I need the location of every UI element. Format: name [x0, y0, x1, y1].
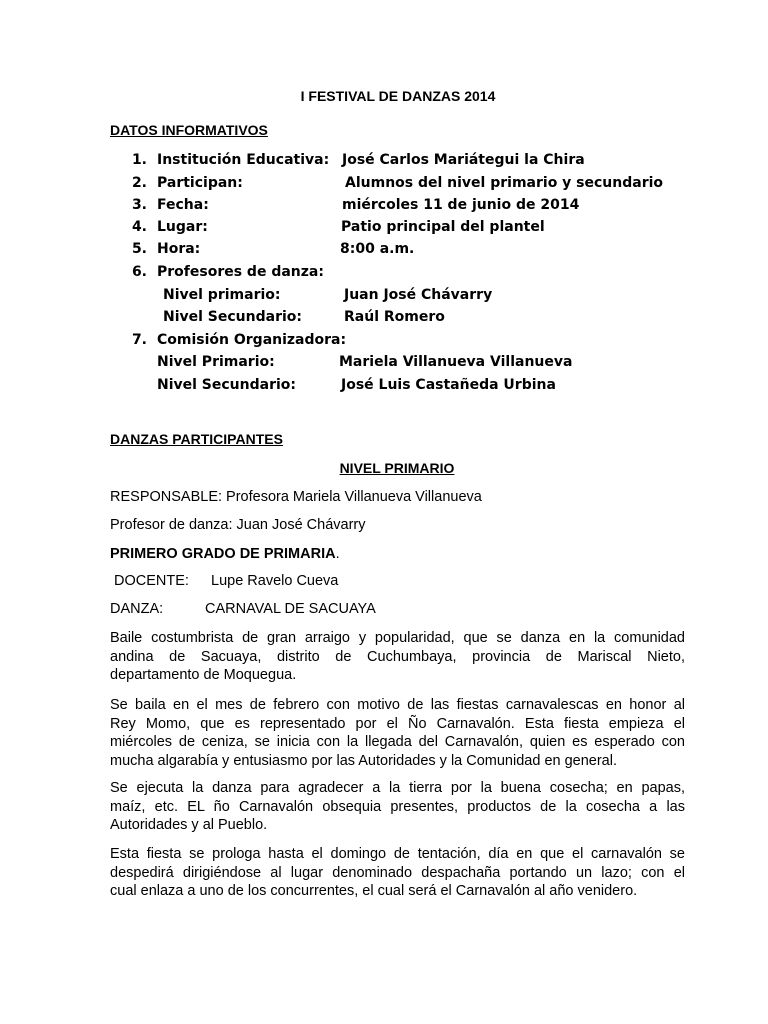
datos-item-value: Raúl Romero — [344, 309, 445, 325]
datos-item-6a — [0, 287, 768, 307]
datos-item-label: Comisión Organizadora: — [157, 332, 347, 348]
datos-item-label: Participan: — [157, 175, 243, 191]
datos-item-value: Patio principal del plantel — [341, 219, 545, 235]
datos-item-label: Nivel Secundario: — [163, 309, 303, 325]
datos-item-label: Fecha: — [157, 197, 209, 213]
datos-item-4: 4. Lugar: Patio principal del plantel — [131, 219, 545, 235]
datos-item-value: José Carlos Mariátegui la Chira — [342, 152, 585, 168]
paragraph-1: Baile costumbrista de gran arraigo y popularidad, que se danza en la comunidad andina de Sacuaya, distrito de Cuchumbaya, provincia de Mariscal Nieto, departamento de Moquegua. — [110, 630, 685, 684]
danzas-heading: DANZAS PARTICIPANTES — [110, 431, 283, 447]
datos-item-2: 2. Participan: Alumnos del nivel primario y secundario — [131, 175, 664, 191]
datos-item-label: Institución Educativa: — [157, 152, 330, 168]
document-title: I FESTIVAL DE DANZAS 2014 — [300, 88, 496, 104]
docente-label: DOCENTE: — [114, 573, 189, 589]
datos-item-label: Profesores de danza: — [157, 264, 324, 280]
danza-value: CARNAVAL DE SACUAYA — [205, 601, 376, 617]
profesor-line: Profesor de danza: Juan José Chávarry — [110, 517, 366, 533]
nivel-heading: NIVEL PRIMARIO — [339, 460, 455, 476]
datos-item-value: José Luis Castañeda Urbina — [341, 377, 556, 393]
datos-item-label: Hora: — [157, 241, 201, 257]
datos-item-value: Mariela Villanueva Villanueva — [339, 354, 573, 370]
datos-item-6b — [0, 309, 768, 329]
datos-item-value: miércoles 11 de junio de 2014 — [342, 197, 580, 213]
datos-item-6: 6. Profesores de danza: — [131, 264, 324, 280]
datos-item-3: 3. Fecha: miércoles 11 de junio de 2014 — [131, 197, 580, 213]
danza-label: DANZA: — [110, 601, 164, 617]
datos-item-value: Juan José Chávarry — [344, 287, 493, 303]
paragraph-4: Esta fiesta se prologa hasta el domingo de tentación, día en que el carnavalón se despedirá dirigiéndose al lugar denominado despachaña portando un lazo; con el cual enlaza a uno de los concurrentes, el cual será el Carnavalón al año venidero. — [110, 846, 685, 900]
datos-item-label: Nivel Primario: — [157, 354, 275, 370]
grado-title: PRIMERO GRADO DE PRIMARIA — [110, 546, 336, 562]
responsable-line: RESPONSABLE: Profesora Mariela Villanueva Villanueva — [110, 489, 482, 505]
datos-item-7: 7. Comisión Organizadora: — [131, 332, 347, 348]
paragraph-2: Se baila en el mes de febrero con motivo de las fiestas carnavalescas en honor al Rey Momo, que es representado por el Ño Carnavalón. Esta fiesta empieza el miércoles de ceniza, se inicia con la llegada del Carnavalón, quien es esperado con mucha algarabía y entusiasmo por las Autoridades y la Comunidad en general. — [110, 697, 685, 769]
datos-heading: DATOS INFORMATIVOS — [110, 122, 268, 138]
datos-item-label: Nivel primario: — [163, 287, 281, 303]
datos-item-value: Alumnos del nivel primario y secundario — [345, 175, 664, 191]
datos-item-7b — [0, 377, 768, 397]
grado-line: PRIMERO GRADO DE PRIMARIA. — [110, 546, 340, 562]
docente-value: Lupe Ravelo Cueva — [211, 573, 339, 589]
paragraph-3: Se ejecuta la danza para agradecer a la tierra por la buena cosecha; en papas, maíz, etc. EL ño Carnavalón obsequia presentes, productos de la cosecha a las Autoridades y al Pueblo. — [110, 780, 685, 834]
datos-item-label: Lugar: — [157, 219, 208, 235]
datos-item-7a — [0, 354, 768, 374]
datos-item-1: 1. Institución Educativa: José Carlos Mariátegui la Chira — [131, 152, 585, 168]
datos-item-value: 8:00 a.m. — [340, 241, 415, 257]
datos-item-5: 5. Hora: 8:00 a.m. — [131, 241, 415, 257]
datos-item-label: Nivel Secundario: — [157, 377, 297, 393]
